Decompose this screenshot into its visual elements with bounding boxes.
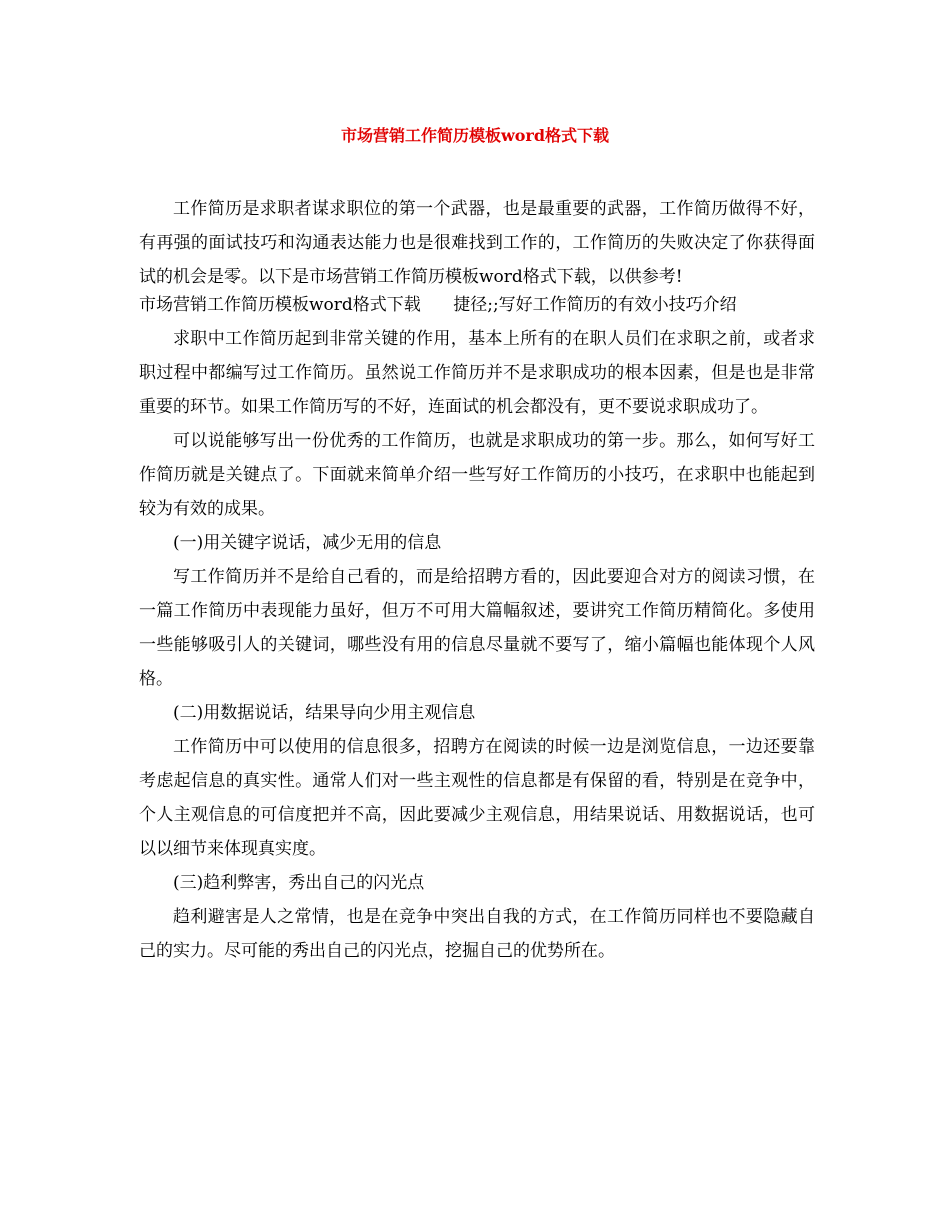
paragraph-heading-line: 市场营销工作简历模板word格式下载 捷径;;写好工作简历的有效小技巧介绍 [139,295,737,315]
section-heading-1: (一)用关键字说话，减少无用的信息 [173,533,442,553]
document-title: 市场营销工作简历模板word格式下载 [340,126,610,145]
paragraph-keywords: 写工作简历并不是给自己看的，而是给招聘方看的，因此要迎合对方的阅读习惯，在一篇工作简历中表现能力虽好，但万不可用大篇幅叙述，要讲究工作简历精简化。多使用一些能够吸引人的关键词，哪些没有用的信息尽量就不要写了，缩小篇幅也能体现个人风格。 [139,567,815,689]
document-body [139,192,815,968]
paragraph-highlights: 趋利避害是人之常情，也是在竞争中突出自我的方式，在工作简历同样也不要隐藏自己的实力。尽可能的秀出自己的闪光点，挖掘自己的优势所在。 [139,907,815,961]
section-heading-3: (三)趋利弊害，秀出自己的闪光点 [173,873,425,893]
paragraph-first-step: 可以说能够写出一份优秀的工作简历，也就是求职成功的第一步。那么，如何写好工作简历就是关键点了。下面就来简单介绍一些写好工作简历的小技巧，在求职中也能起到较为有效的成果。 [139,431,815,519]
paragraph-intro: 工作简历是求职者谋求职位的第一个武器，也是最重要的武器，工作简历做得不好，有再强的面试技巧和沟通表达能力也是很难找到工作的，工作简历的失败决定了你获得面试的机会是零。以下是市场营销工作简历模板word格式下载，以供参考! [139,199,815,287]
section-heading-2: (二)用数据说话，结果导向少用主观信息 [173,703,476,723]
paragraph-importance: 求职中工作简历起到非常关键的作用，基本上所有的在职人员们在求职之前，或者求职过程中都编写过工作简历。虽然说工作简历并不是求职成功的根本因素，但是也是非常重要的环节。如果工作简历写的不好，连面试的机会都没有，更不要说求职成功了。 [139,329,815,417]
paragraph-data: 工作简历中可以使用的信息很多，招聘方在阅读的时候一边是浏览信息，一边还要靠考虑起信息的真实性。通常人们对一些主观性的信息都是有保留的看，特别是在竞争中，个人主观信息的可信度把并不高，因此要减少主观信息，用结果说话、用数据说话，也可以以细节来体现真实度。 [139,737,815,859]
